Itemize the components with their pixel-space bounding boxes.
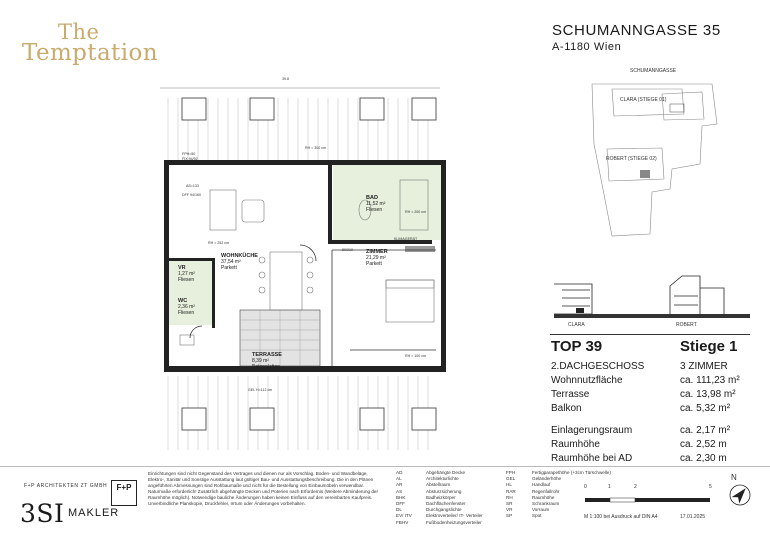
- room-area: 2,36 m²: [178, 304, 195, 310]
- disclaimer-text: Einrichtungen sind nicht Gegenstand des Vertrages und dienen nur als Vorschlag. Boden- und Wandbeläge, Elektro-, Sanitär und Sonstige Ausstattung laut gültiger Bau- und Ausstattungsbeschreibung. Die in den Plänen angeführten Abmessungen sind Rohbaumaße und nicht für die Bestellung von Einbaumöbeln verwendbar. Naturmaße erforderlich! Zusätzlich abgehängte Decken und Poterien nach Erfordernis (Weitere Abminderung der Raumhöhe möglich). Notwendige bauliche Änderungen haben keinen Einfluss auf den vereinbarten Kaufpreis. Unverbindliche Planskopie, Druckfehler, Irrtum oder Änderungen vorbehalten.: [148, 471, 378, 507]
- fp-logo: [111, 480, 137, 506]
- legend-entry: DFF Dachflächenfenster: [396, 501, 466, 507]
- room-zimmer: [366, 249, 388, 267]
- room-floor: Betonplatten: [252, 364, 281, 370]
- site-street-label: SCHUMANNGASSE: [630, 68, 677, 74]
- makler-brand: 3SI: [20, 499, 65, 528]
- floor-plan: [150, 70, 450, 462]
- window-label: FPH=50: [182, 152, 196, 156]
- site-building-clara: CLARA (STIEGE 01): [620, 97, 667, 103]
- room-floor: Fliesen: [178, 310, 195, 316]
- legend-entry: DL Durchgangslichte: [396, 507, 462, 513]
- address-street: SCHUMANNGASSE 35: [552, 22, 721, 39]
- address-city: A-1180 Wien: [552, 41, 622, 53]
- scale-tick: 5: [709, 484, 712, 490]
- unit-rooms: 3 ZIMMER: [680, 361, 728, 372]
- room-terrasse: [252, 352, 282, 370]
- area-label: Terrasse: [551, 389, 590, 400]
- window-label: RH = 300 cm: [305, 146, 327, 150]
- legend-entry: RAR Regenfallrohr: [506, 488, 560, 494]
- room-area: 37,54 m²: [221, 259, 241, 265]
- window-label: FIX 94/92: [182, 157, 198, 161]
- legend-entry: RH Raumhöhe: [506, 494, 555, 500]
- scale-bar: [585, 492, 715, 500]
- unit-stiege: Stiege 1: [680, 338, 738, 355]
- legend-entry: AS Absturzsicherung: [396, 488, 462, 494]
- scale-tick: 0: [584, 484, 587, 490]
- extra-value: ca. 2,30 m: [680, 453, 727, 464]
- window-label: KLIMAGERÄT: [394, 237, 418, 241]
- legend-entry: BHK Badheizkörper: [396, 494, 456, 500]
- room-wc: [178, 298, 195, 316]
- makler-label: MAKLER: [68, 507, 120, 519]
- legend-entry: SR Schrankraum: [506, 501, 560, 507]
- room-area: 8,39 m²: [252, 358, 269, 364]
- legend-entry: HL Handlauf: [506, 482, 551, 488]
- extra-label: Einlagerungsraum: [551, 425, 633, 436]
- window-label: RH = 252 cm: [208, 241, 230, 245]
- legend-entry: AD Abgehängte Decke: [396, 470, 466, 475]
- room-name: WC: [178, 298, 188, 304]
- brand-logo-line2: Temptation: [22, 40, 158, 66]
- plan-dimension-top: 39.8: [282, 77, 289, 81]
- legend-entry: EV/ ITV Elektroverteiler/ IT- Verteiler: [396, 513, 483, 519]
- legend-entry: GEL Geländerhöhe: [506, 476, 562, 482]
- extra-label: Raumhöhe bei AD: [551, 453, 633, 464]
- info-divider: [550, 334, 750, 335]
- north-label: N: [731, 473, 737, 482]
- legend-entry: FBHV Fußbodenheizungsverteiler: [396, 519, 482, 525]
- door-label: 80/210: [342, 248, 353, 252]
- window-label: DFF 94/160: [182, 193, 201, 197]
- north-arrow-icon: [725, 478, 755, 508]
- extra-value: ca. 2,52 m: [680, 439, 727, 450]
- area-value: ca. 13,98 m²: [680, 389, 736, 400]
- area-value: ca. 111,23 m²: [680, 375, 740, 386]
- room-vr: [178, 265, 195, 283]
- section-label-robert: ROBERT: [676, 322, 697, 328]
- footer-divider: [0, 466, 770, 467]
- window-label: RH = 100 cm: [405, 354, 427, 358]
- room-floor: Parkett: [221, 265, 237, 271]
- legend-entry: AR Abstellraum: [396, 482, 451, 488]
- architects-name: F+P ARCHITEKTEN ZT GMBH: [24, 483, 108, 489]
- legend-col1: [396, 470, 483, 526]
- scale-tick: 1: [608, 484, 611, 490]
- room-bad: [366, 195, 385, 213]
- unit-top: TOP 39: [551, 338, 603, 355]
- room-name: WOHNKÜCHE: [221, 253, 258, 259]
- unit-floor: 2.DACHGESCHOSS: [551, 361, 645, 372]
- plan-date: 17.01.2025: [680, 514, 706, 520]
- room-wohnkueche: [221, 253, 258, 271]
- window-label: AS=133: [186, 184, 199, 188]
- scale-tick: 2: [634, 484, 637, 490]
- window-label: GEL H=112 cm: [248, 388, 273, 392]
- area-label: Wohnnutzfläche: [551, 375, 623, 386]
- room-floor: Parkett: [366, 261, 382, 267]
- room-floor: Fliesen: [366, 207, 383, 213]
- room-name: BAD: [366, 195, 378, 201]
- brand-logo-line1: The: [58, 20, 100, 44]
- site-building-robert: ROBERT (STIEGE 02): [606, 156, 657, 162]
- area-label: Balkon: [551, 403, 582, 414]
- room-name: ZIMMER: [366, 249, 388, 255]
- room-area: 21,29 m²: [366, 255, 386, 261]
- room-floor: Fliesen: [178, 277, 195, 283]
- room-area: 1,27 m²: [178, 271, 195, 277]
- extra-value: ca. 2,17 m²: [680, 425, 731, 436]
- area-value: ca. 5,32 m²: [680, 403, 731, 414]
- legend-entry: AL Architekturlichte: [396, 476, 459, 482]
- room-name: TERRASSE: [252, 352, 282, 358]
- window-label: RH = 200 cm: [405, 210, 427, 214]
- scale-text: M 1:100 bei Ausdruck auf DIN A4: [584, 514, 658, 520]
- room-name: VR: [178, 265, 186, 271]
- legend-entry: FPH Fertigparapethöhe (+3cm Türschwelle): [506, 470, 611, 475]
- section-sketch: [552, 268, 752, 330]
- extra-label: Raumhöhe: [551, 439, 600, 450]
- section-label-clara: CLARA: [568, 322, 585, 328]
- legend-entry: VR Vorraum: [506, 507, 550, 513]
- room-area: 11,52 m²: [366, 201, 386, 207]
- fp-logo-text: F+P: [116, 483, 132, 492]
- legend-entry: SP Spot: [506, 513, 542, 519]
